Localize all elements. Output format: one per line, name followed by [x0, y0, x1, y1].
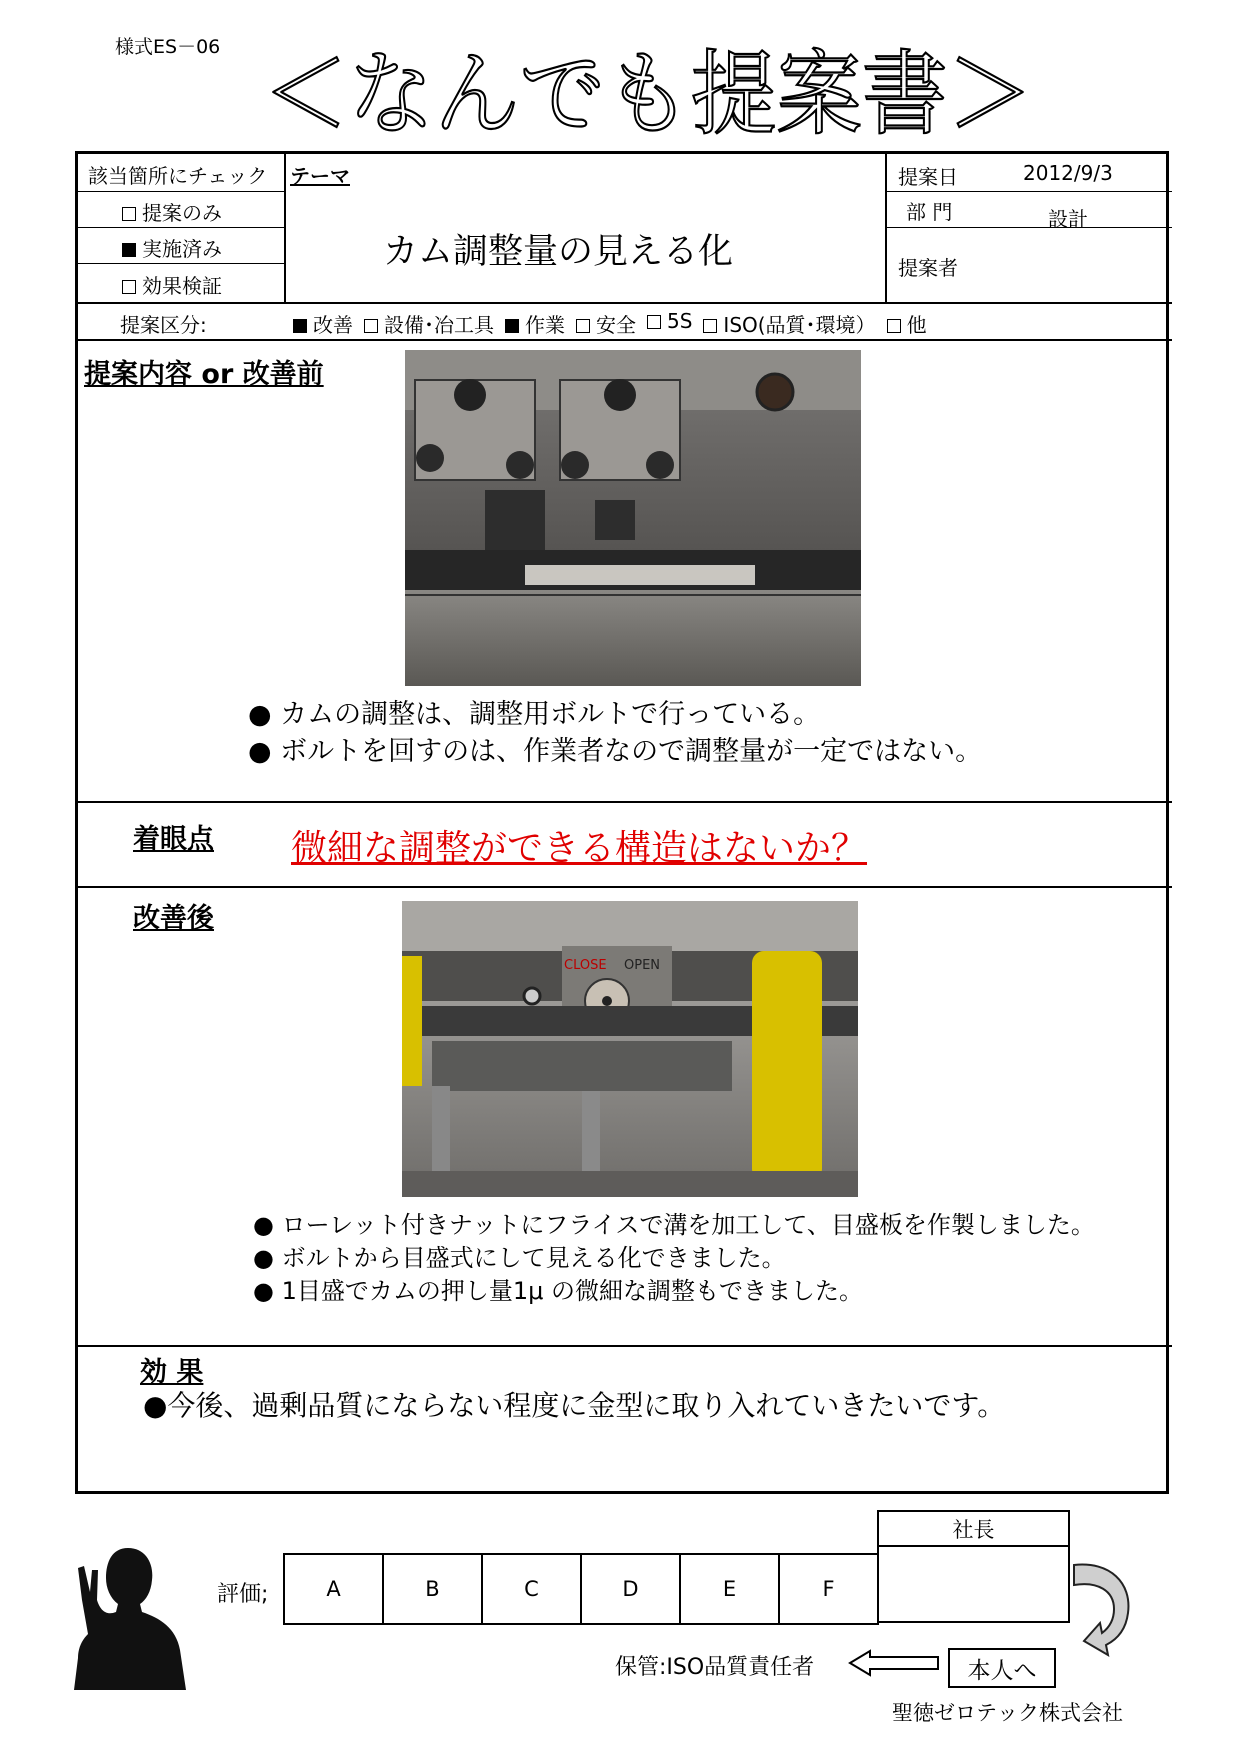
form-code: 様式ES－06: [115, 36, 221, 58]
before-bullet-1: ● カムの調整は、調整用ボルトで行っている。: [248, 699, 821, 730]
dept-label: 部 門: [906, 200, 953, 224]
category-safety[interactable]: 安全: [576, 309, 636, 338]
after-photo: [402, 901, 858, 1197]
date-value: 2012/9/3: [1023, 161, 1113, 185]
curved-arrow-icon: [1070, 1555, 1145, 1670]
category-label: 提案区分:: [120, 313, 207, 337]
storage-label: 保管:ISO品質責任者: [615, 1655, 815, 1680]
checkbox-icon: [122, 280, 136, 294]
president-label: 社長: [877, 1510, 1070, 1547]
after-heading: 改善後: [133, 903, 214, 934]
dept-value: 設計: [1048, 207, 1088, 231]
status-option-verified[interactable]: 効果検証: [122, 270, 222, 299]
grade-cell-e[interactable]: E: [679, 1553, 780, 1625]
effect-heading: 効 果: [140, 1357, 204, 1388]
checkbox-icon: [576, 319, 590, 333]
category-work[interactable]: 作業: [505, 309, 565, 338]
after-bullet-3: ● 1目盛でカムの押し量1μ の微細な調整もできました。: [253, 1277, 864, 1305]
president-stamp-box[interactable]: [877, 1545, 1070, 1623]
grade-cell-a[interactable]: A: [283, 1553, 384, 1625]
form-frame: [75, 151, 1169, 1494]
after-bullet-1: ● ローレット付きナットにフライスで溝を加工して、目盛板を作製しました。: [253, 1211, 1095, 1239]
person-silhouette-icon: [68, 1540, 193, 1690]
category-list: [293, 309, 927, 338]
category-iso[interactable]: ISO(品質･環境）: [703, 309, 875, 338]
checkbox-checked-icon: [122, 243, 136, 257]
category-other[interactable]: 他: [887, 309, 927, 338]
dial-open-label: OPEN: [624, 958, 661, 973]
left-arrow-icon: [848, 1648, 940, 1678]
checkbox-checked-icon: [505, 319, 519, 333]
before-bullet-2: ● ボルトを回すのは、作業者なので調整量が一定ではない。: [248, 736, 983, 767]
proposer-label: 提案者: [898, 256, 958, 280]
document-title: [258, 38, 1038, 148]
theme-label: テーマ: [290, 164, 350, 188]
status-option-implemented[interactable]: 実施済み: [122, 233, 222, 262]
before-photo: [405, 350, 861, 686]
effect-text: ●今後、過剰品質にならない程度に金型に取り入れていきたいです。: [143, 1389, 1006, 1422]
checkbox-icon: [122, 207, 136, 221]
grade-cell-c[interactable]: C: [481, 1553, 582, 1625]
before-heading: 提案内容 or 改善前: [84, 359, 324, 390]
evaluation-label: 評価;: [217, 1582, 269, 1607]
grade-cell-f[interactable]: F: [778, 1553, 879, 1625]
company-name: 聖徳ゼロテック株式会社: [892, 1701, 1123, 1725]
checkbox-icon: [364, 319, 378, 333]
check-label: 該当箇所にチェック: [88, 164, 268, 188]
category-5s[interactable]: 5S: [647, 309, 692, 338]
checkbox-checked-icon: [293, 319, 307, 333]
theme-value: カム調整量の見える化: [383, 232, 734, 272]
focus-text: 微細な調整ができる構造はないか？: [291, 828, 868, 869]
after-bullet-2: ● ボルトから目盛式にして見える化できました。: [253, 1244, 786, 1272]
category-equipment[interactable]: 設備･冶工具: [364, 309, 494, 338]
grade-cell-b[interactable]: B: [382, 1553, 483, 1625]
dial-close-label: CLOSE: [564, 958, 607, 973]
checkbox-icon: [703, 319, 717, 333]
checkbox-icon: [647, 315, 661, 329]
to-self-box: 本人へ: [948, 1648, 1056, 1688]
grade-cell-d[interactable]: D: [580, 1553, 681, 1625]
status-option-proposal-only[interactable]: 提案のみ: [122, 197, 222, 226]
date-label: 提案日: [898, 165, 958, 189]
focus-heading: 着眼点: [133, 824, 214, 855]
checkbox-icon: [887, 319, 901, 333]
category-kaizen[interactable]: 改善: [293, 309, 353, 338]
document-title-text: ＜なんでも提案書＞: [263, 41, 1033, 148]
